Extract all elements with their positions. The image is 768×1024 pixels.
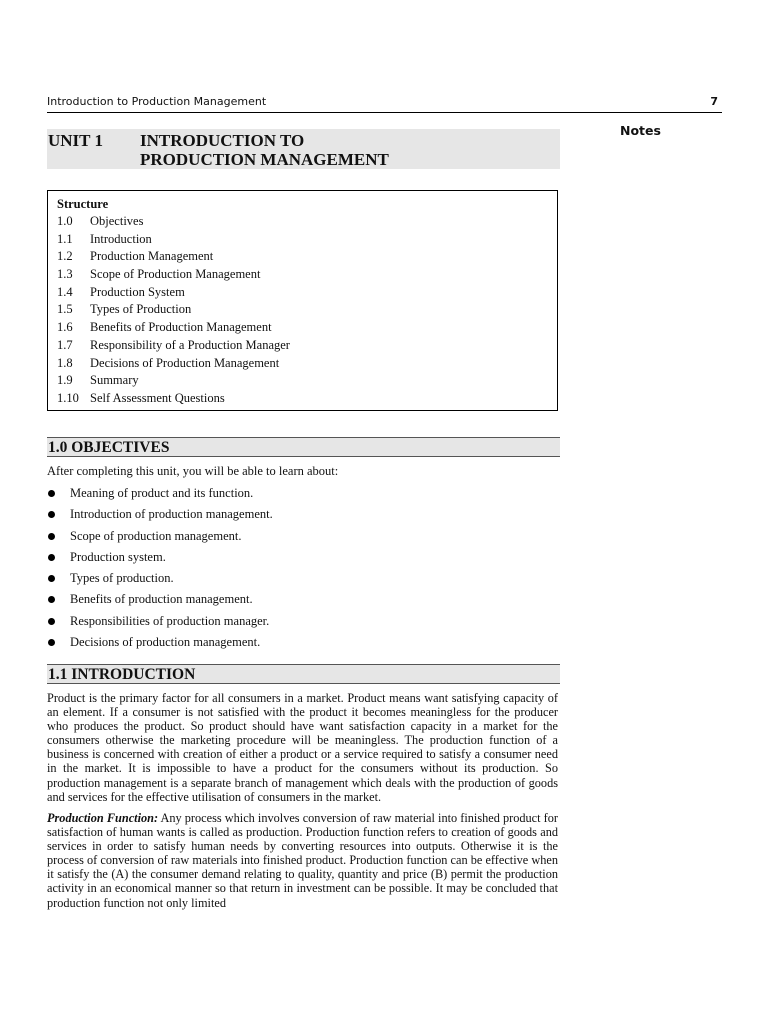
page-number: 7: [710, 95, 718, 108]
bullet-icon: [48, 533, 55, 540]
bullet-icon: [48, 511, 55, 518]
bullet-icon: [48, 490, 55, 497]
objective-text: Production system.: [70, 549, 166, 564]
structure-item-title: Responsibility of a Production Manager: [90, 337, 290, 352]
objectives-intro: After completing this unit, you will be able to learn about:: [47, 464, 339, 478]
production-function-text: Any process which involves conversion of raw material into finished product for satisfaction of human wants is called as production. Production function refers to creation of goods and services in order to satisfy human needs by converting resources into outputs. Otherwise it is the process of conversion of raw materials into finished product. Production function can be effective when it satisfy the (A) the consumer demand relating to quality, quantity and price (B) permit the production activity in an economical manner so that return in investment can be possible. It may be concluded that production function not only limited: [47, 811, 558, 910]
structure-item-number: 1.1: [57, 231, 73, 246]
unit-title-line1: INTRODUCTION TO: [140, 131, 305, 150]
structure-item-number: 1.7: [57, 337, 73, 352]
structure-item: [57, 285, 290, 303]
structure-item-title: Self Assessment Questions: [90, 390, 225, 405]
objectives-heading-bar: [47, 437, 560, 457]
bullet-icon: [48, 554, 55, 561]
unit-label: UNIT 1: [48, 131, 103, 150]
structure-item-title: Benefits of Production Management: [90, 320, 272, 335]
objective-text: Meaning of product and its function.: [70, 486, 254, 500]
structure-item-number: 1.8: [57, 355, 73, 370]
structure-item-title: Introduction: [90, 231, 152, 246]
objective-text: Types of production.: [70, 571, 174, 586]
objective-text: Scope of production management.: [70, 528, 242, 543]
structure-item: [57, 214, 290, 232]
structure-item: [57, 249, 290, 267]
structure-item-title: Decisions of Production Management: [90, 355, 280, 370]
unit-banner: [47, 129, 560, 169]
introduction-paragraph-1: Product is the primary factor for all consumers in a market. Product means want satisfying capacity of an element. If a consumer is not satisfied with the product it becomes meaningless for the producer who produces the product. So product should have want satisfaction capacity in a market for the consumers otherwise the marketing procedure will be meaningless. The production function of a business is concerned with creation of either a product or a service required to satisfy a consumer need in the market. It is impossible to have a product for the consumers without its production. So production management is a separate branch of management which deals with the production of goods and services for the effective utilisation of consumers in the market.: [47, 691, 558, 804]
structure-item: [57, 267, 290, 285]
structure-item-title: Production System: [90, 284, 185, 299]
objectives-heading: 1.0 OBJECTIVES: [48, 439, 170, 456]
running-title: Introduction to Production Management: [47, 95, 267, 108]
structure-box: [47, 190, 558, 411]
structure-item: [57, 356, 290, 374]
structure-item-title: Summary: [90, 373, 139, 388]
bullet-icon: [48, 575, 55, 582]
structure-item-title: Production Management: [90, 249, 214, 264]
structure-item-title: Objectives: [90, 214, 144, 228]
structure-item: [57, 373, 290, 391]
structure-item-title: Types of Production: [90, 302, 192, 317]
bullet-icon: [48, 596, 55, 603]
structure-item-number: 1.3: [57, 267, 73, 282]
structure-item: [57, 302, 290, 320]
unit-title-line2: PRODUCTION MANAGEMENT: [140, 150, 389, 169]
structure-item-number: 1.4: [57, 284, 73, 299]
bullet-icon: [48, 639, 55, 646]
unit-title: [140, 131, 389, 169]
structure-item-number: 1.2: [57, 249, 73, 264]
production-function-term: Production Function:: [47, 811, 159, 825]
structure-item: [57, 232, 290, 250]
structure-item-number: 1.9: [57, 373, 73, 388]
structure-item-number: 1.0: [57, 214, 73, 228]
structure-item: [57, 338, 290, 356]
structure-item-number: 1.5: [57, 302, 73, 317]
structure-heading: Structure: [57, 197, 109, 211]
notes-label: Notes: [620, 123, 661, 138]
structure-item-number: 1.6: [57, 320, 73, 335]
structure-list: [57, 214, 290, 409]
structure-item: [57, 391, 290, 409]
introduction-heading: 1.1 INTRODUCTION: [48, 666, 196, 683]
objective-text: Responsibilities of production manager.: [70, 613, 270, 628]
objective-text: Benefits of production management.: [70, 592, 253, 607]
structure-item-number: 1.10: [57, 390, 79, 405]
objective-text: Decisions of production management.: [70, 635, 261, 650]
header-rule: [47, 112, 722, 113]
introduction-heading-bar: [47, 664, 560, 684]
structure-item: [57, 320, 290, 338]
bullet-icon: [48, 618, 55, 625]
structure-item-title: Scope of Production Management: [90, 267, 261, 282]
objective-text: Introduction of production management.: [70, 507, 273, 522]
introduction-paragraph-2: [47, 811, 558, 910]
